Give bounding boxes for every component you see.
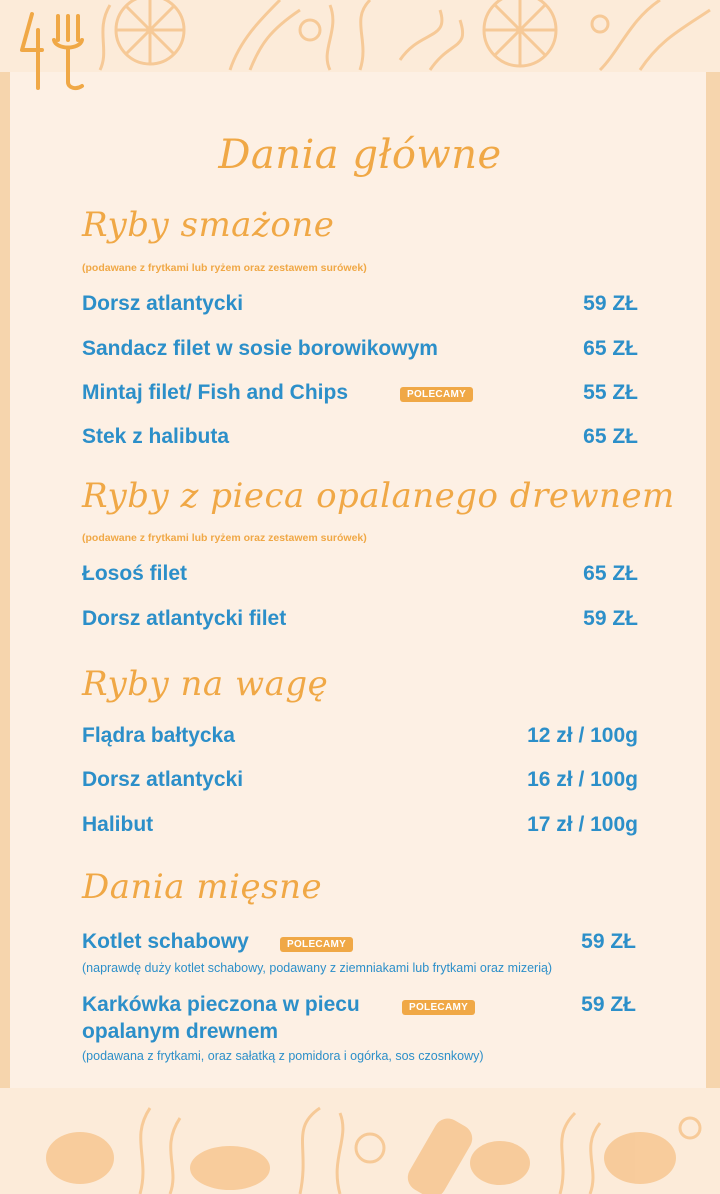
recommended-badge: POLECAMY [402, 1000, 475, 1015]
menu-item [82, 768, 638, 798]
item-name: Flądra bałtycka [82, 724, 235, 747]
menu-item [82, 337, 638, 367]
menu-item [82, 425, 638, 455]
item-name: Mintaj filet/ Fish and Chips [82, 381, 349, 404]
item-name: Stek z halibuta [82, 425, 230, 448]
item-description: (naprawdę duży kotlet schabowy, podawany z ziemniakami lub frytkami oraz mizerią) [82, 961, 553, 975]
menu-item [82, 930, 638, 960]
item-name: Łosoś filet [82, 562, 188, 585]
item-name: Dorsz atlantycki [82, 292, 244, 315]
section-title-meat-dishes: Dania mięsne [82, 867, 323, 907]
menu-item [82, 724, 638, 754]
menu-item [82, 993, 638, 1049]
item-name: Dorsz atlantycki filet [82, 607, 287, 630]
item-name-line1: Karkówka pieczona w piecu [82, 993, 360, 1016]
page-title: Dania główne [218, 132, 502, 178]
item-name: Halibut [82, 813, 154, 836]
item-name: Kotlet schabowy [82, 930, 249, 953]
section-note-wood-oven-fish: (podawane z frytkami lub ryżem oraz zestawem surówek) [82, 532, 367, 544]
menu-item [82, 813, 638, 843]
item-name-line2: opalanym drewnem [82, 1020, 279, 1043]
section-title-fried-fish: Ryby smażone [82, 205, 335, 245]
section-note-fried-fish: (podawane z frytkami lub ryżem oraz zestawem surówek) [82, 262, 367, 274]
decorative-pattern-right [706, 72, 720, 1088]
item-price: 65 ZŁ [583, 425, 638, 448]
menu-item [82, 292, 638, 322]
item-price: 65 ZŁ [583, 562, 638, 585]
item-price: 59 ZŁ [581, 993, 636, 1016]
item-name: Sandacz filet w sosie borowikowym [82, 337, 438, 360]
menu-item [82, 607, 638, 637]
item-price: 59 ZŁ [581, 930, 636, 953]
item-price: 17 zł / 100g [527, 813, 638, 836]
decorative-pattern-left [0, 72, 10, 1088]
section-title-wood-oven-fish: Ryby z pieca opalanego drewnem [82, 476, 675, 516]
item-name: Dorsz atlantycki [82, 768, 244, 791]
item-price: 16 zł / 100g [527, 768, 638, 791]
item-price: 55 ZŁ [583, 381, 638, 404]
section-title-fish-by-weight: Ryby na wagę [82, 664, 329, 704]
item-price: 12 zł / 100g [527, 724, 638, 747]
decorative-pattern-bottom [0, 1088, 720, 1194]
item-price: 59 ZŁ [583, 292, 638, 315]
decorative-pattern-top [0, 0, 720, 72]
item-price: 65 ZŁ [583, 337, 638, 360]
item-price: 59 ZŁ [583, 607, 638, 630]
recommended-badge: POLECAMY [400, 387, 473, 402]
menu-item [82, 381, 638, 411]
fork-logo-icon [18, 10, 90, 94]
recommended-badge: POLECAMY [280, 937, 353, 952]
item-description: (podawana z frytkami, oraz sałatką z pomidora i ogórka, sos czosnkowy) [82, 1049, 484, 1063]
menu-item [82, 562, 638, 592]
